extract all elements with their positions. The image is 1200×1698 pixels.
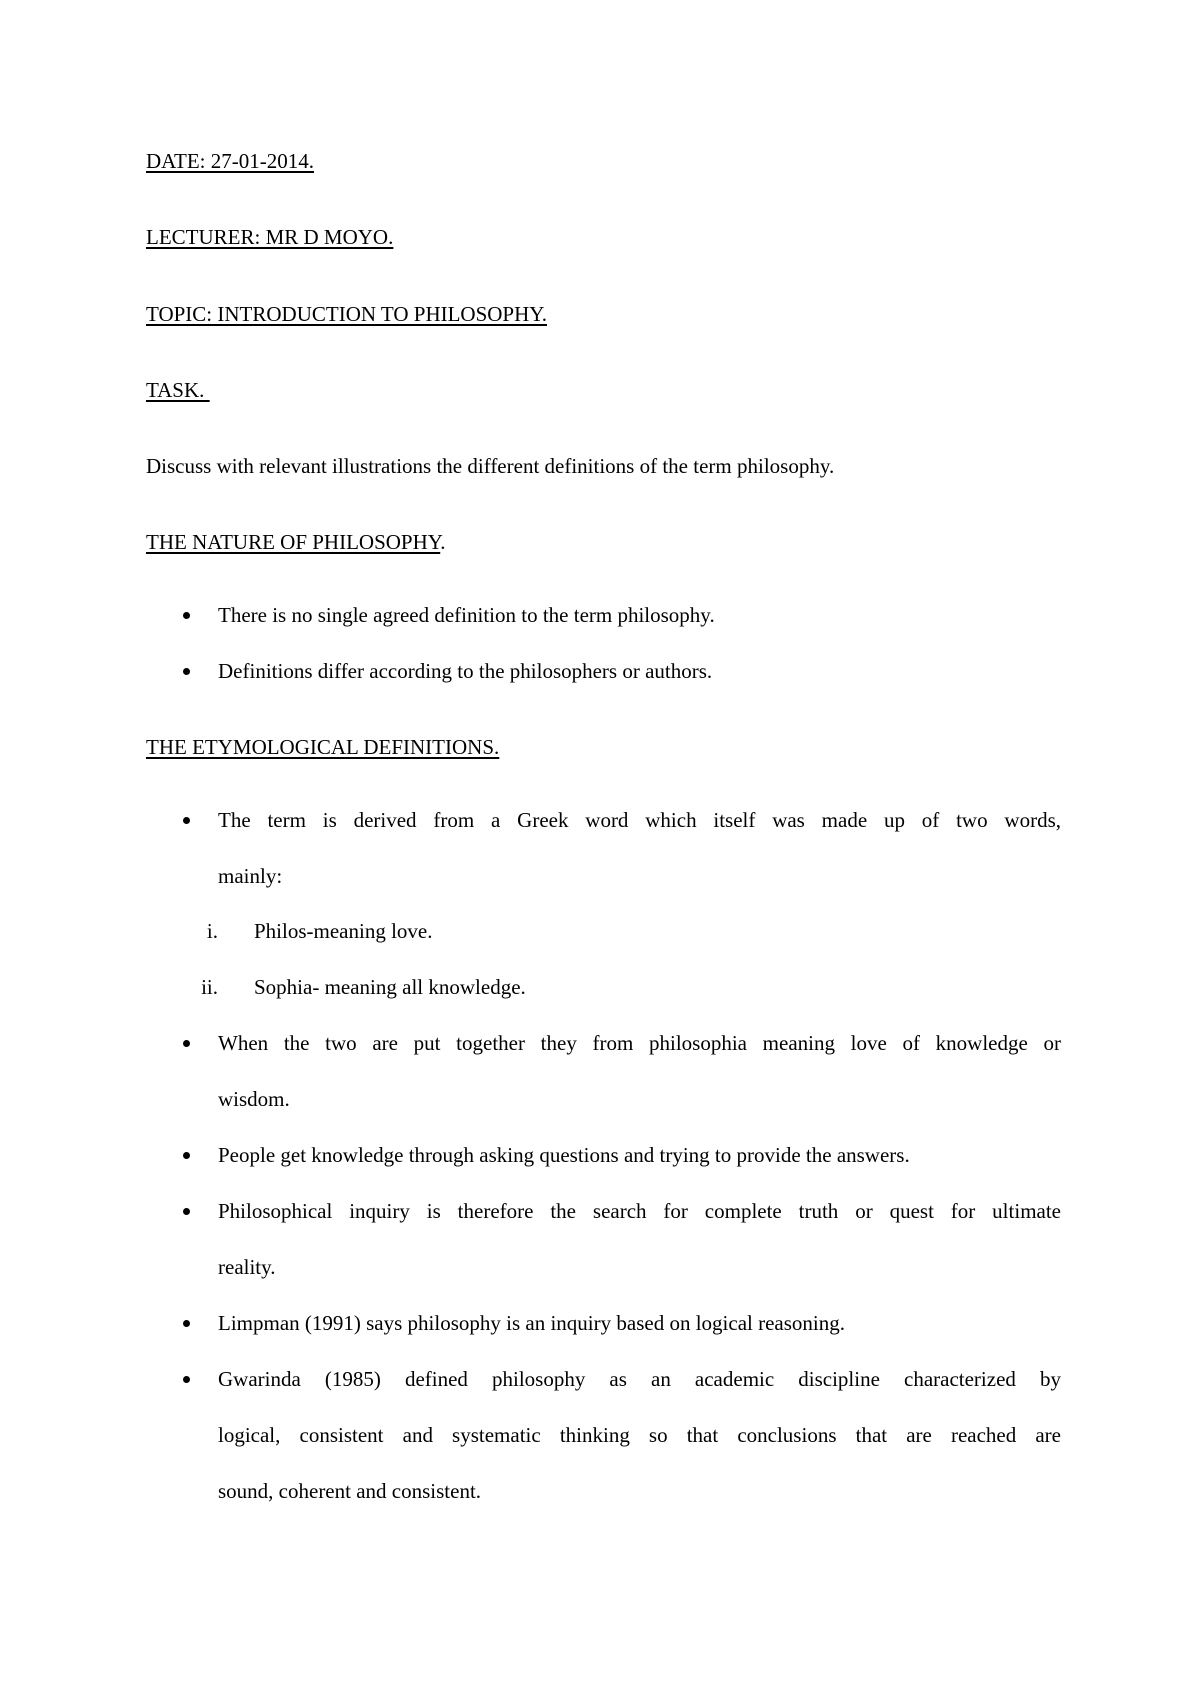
bullet-icon bbox=[183, 1040, 190, 1047]
bullet-icon bbox=[183, 1376, 190, 1383]
etym-bullet-6-line-2: logical, consistent and systematic thinking so that conclusions that are reached are bbox=[218, 1423, 1061, 1447]
sub-item-text: Sophia- meaning all knowledge. bbox=[254, 975, 526, 999]
etym-bullet-6-line-1: Gwarinda (1985) defined philosophy as an academic discipline characterized by bbox=[218, 1367, 1061, 1391]
etym-bullet-1-line-2: mainly: bbox=[218, 864, 283, 888]
nature-heading-suffix: . bbox=[440, 530, 446, 554]
sub-item-marker: ii. bbox=[201, 975, 218, 999]
date-heading: DATE: 27-01-2014. bbox=[146, 149, 314, 173]
etymological-heading: THE ETYMOLOGICAL DEFINITIONS. bbox=[146, 735, 500, 759]
bullet-icon bbox=[183, 668, 190, 675]
sub-item-text: Philos-meaning love. bbox=[254, 919, 433, 943]
lecturer-heading: LECTURER: MR D MOYO. bbox=[146, 225, 394, 249]
etym-bullet-5: Limpman (1991) says philosophy is an inquiry based on logical reasoning. bbox=[218, 1311, 845, 1335]
nature-bullet-1: There is no single agreed definition to the term philosophy. bbox=[218, 603, 715, 627]
nature-heading: THE NATURE OF PHILOSOPHY bbox=[146, 530, 441, 554]
etym-bullet-4-line-1: Philosophical inquiry is therefore the search for complete truth or quest for ultimate bbox=[218, 1199, 1061, 1223]
task-heading: TASK. bbox=[146, 378, 210, 402]
task-text: Discuss with relevant illustrations the different definitions of the term philosophy. bbox=[146, 454, 835, 478]
topic-heading: TOPIC: INTRODUCTION TO PHILOSOPHY. bbox=[146, 302, 547, 326]
etym-bullet-2-line-1: When the two are put together they from philosophia meaning love of knowledge or bbox=[218, 1031, 1061, 1055]
bullet-icon bbox=[183, 1208, 190, 1215]
bullet-icon bbox=[183, 1152, 190, 1159]
bullet-icon bbox=[183, 612, 190, 619]
etym-bullet-6-line-3: sound, coherent and consistent. bbox=[218, 1479, 482, 1503]
etym-bullet-3: People get knowledge through asking questions and trying to provide the answers. bbox=[218, 1143, 910, 1167]
nature-heading-line bbox=[146, 529, 445, 555]
bullet-icon bbox=[183, 817, 190, 824]
etym-bullet-2-line-2: wisdom. bbox=[218, 1087, 290, 1111]
bullet-icon bbox=[183, 1320, 190, 1327]
nature-bullet-2: Definitions differ according to the philosophers or authors. bbox=[218, 659, 713, 683]
sub-item-marker: i. bbox=[206, 919, 218, 943]
etym-bullet-4-line-2: reality. bbox=[218, 1255, 276, 1279]
etym-bullet-1-line-1: The term is derived from a Greek word which itself was made up of two words, bbox=[218, 808, 1061, 832]
